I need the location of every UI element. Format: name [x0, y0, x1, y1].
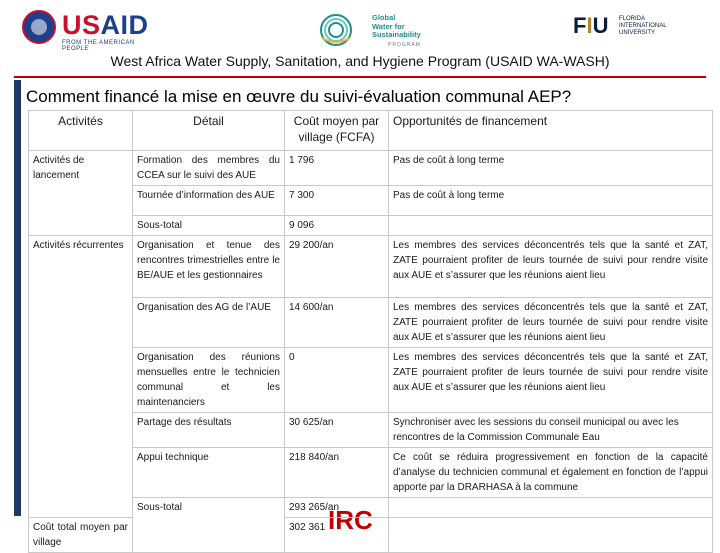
slide-title: Comment financé la mise en œuvre du suivi-évaluation communal AEP?	[26, 87, 572, 106]
detail-cell: Appui technique	[133, 448, 285, 498]
subtotal-label: Sous-total	[133, 216, 285, 236]
table-row	[29, 236, 713, 298]
global-water-logo	[308, 12, 438, 48]
header-activites: Activités	[29, 111, 133, 151]
table-total-row	[29, 518, 713, 553]
opportunity-cell: Les membres des services déconcentrés tels que la santé et ZAT, ZATE pourraient profiter de leurs tournée de suivi pour rendre visite aux AUE et s’assurer que les réunions aient lieu	[389, 348, 713, 413]
opportunity-cell: Ce coût se réduira progressivement en fonction de la capacité d’analyse du technicien communal et également en fonction de l’appui apporte par la DRARHASA à la commune	[389, 448, 713, 498]
fiu-wordmark: FIU	[573, 13, 609, 38]
group-total: Coût total moyen par village	[29, 518, 133, 553]
detail-cell: Partage des résultats	[133, 413, 285, 448]
cost-cell: 14 600/an	[285, 298, 389, 348]
usaid-tagline: FROM THE AMERICAN PEOPLE	[62, 40, 135, 52]
header-cout: Coût moyen par village (FCFA)	[285, 111, 389, 151]
logo-bar	[0, 0, 720, 50]
cost-cell: 1 796	[285, 151, 389, 186]
header-opportunites: Opportunités de financement	[389, 111, 713, 151]
fiu-full-name: FLORIDA INTERNATIONAL UNIVERSITY	[619, 16, 667, 36]
cost-cell: 7 300	[285, 186, 389, 216]
detail-cell: Tournée d’information des AUE	[133, 186, 285, 216]
detail-cell: Organisation et tenue des rencontres trimestrielles entre le BE/AUE et les gestionnaires	[133, 236, 285, 298]
total-cost: 302 361	[285, 518, 389, 553]
global-water-wordmark: Global Water for Sustainability	[372, 13, 421, 39]
subtotal-label: Sous-total	[133, 498, 285, 518]
usaid-wordmark: USAID	[62, 10, 149, 40]
total-opportunity-empty	[389, 518, 713, 553]
water-swirl-icon	[308, 12, 368, 48]
cost-cell: 0	[285, 348, 389, 413]
cost-cell: 218 840/an	[285, 448, 389, 498]
financing-table	[28, 110, 713, 553]
subtotal-cost: 293 265/an	[285, 498, 389, 518]
detail-cell: Formation des membres du CCEA sur le suivi des AUE	[133, 151, 285, 186]
total-detail-empty	[133, 518, 285, 553]
opportunity-cell: Synchroniser avec les sessions du conseil municipal ou avec les rencontres de la Commission Communale Eau	[389, 413, 713, 448]
opportunity-cell	[389, 216, 713, 236]
table-row	[29, 151, 713, 186]
opportunity-cell	[389, 498, 713, 518]
table-header-row	[29, 111, 713, 151]
usaid-logo	[22, 10, 162, 52]
cost-cell: 29 200/an	[285, 236, 389, 298]
header-divider	[14, 76, 706, 78]
opportunity-cell: Pas de coût à long terme	[389, 186, 713, 216]
usaid-seal-icon	[22, 10, 56, 44]
irc-watermark: IRC	[328, 505, 373, 535]
left-accent-bar	[14, 80, 21, 516]
detail-cell: Organisation des réunions mensuelles entre le technicien communal et les maintenanciers	[133, 348, 285, 413]
subtotal-cost: 9 096	[285, 216, 389, 236]
opportunity-cell: Les membres des services déconcentrés tels que la santé et ZAT, ZATE pourraient profiter de leurs tournée de suivi pour rendre visite aux AUE et s’assurer que les réunions aient lieu	[389, 298, 713, 348]
opportunity-cell: Pas de coût à long terme	[389, 151, 713, 186]
detail-cell: Organisation des AG de l’AUE	[133, 298, 285, 348]
fiu-logo	[573, 14, 693, 44]
group-lancement: Activités de lancement	[29, 151, 133, 236]
cost-cell: 30 625/an	[285, 413, 389, 448]
global-water-program-label: PROGRAM	[388, 42, 421, 48]
opportunity-cell: Les membres des services déconcentrés tels que la santé et ZAT, ZATE pourraient profiter de leurs tournée de suivi pour rendre visite aux AUE et s’assurer que les réunions aient lieu	[389, 236, 713, 298]
group-recurrentes: Activités récurrentes	[29, 236, 133, 518]
header-detail: Détail	[133, 111, 285, 151]
program-headline: West Africa Water Supply, Sanitation, and Hygiene Program (USAID WA-WASH)	[110, 53, 610, 69]
